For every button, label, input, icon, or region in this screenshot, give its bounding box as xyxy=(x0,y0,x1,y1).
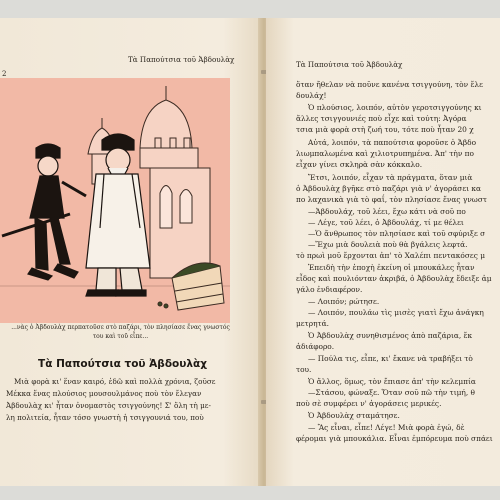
right-body-line: Ὁ Ἀβδουλὰχ σταμάτησε. xyxy=(308,411,400,420)
right-body-line: Ὁ πλούσιος, λοιπόν, αὐτὸν γεροτσιγγούνης κι xyxy=(308,103,482,112)
left-body-line: λη πολιτεία, ἦταν τόσο γνωστὴ ἡ τσιγγουνιά του, ποὺ xyxy=(6,413,204,422)
right-body-line: ὅταν ἤθελαν νὰ ποῦνε κανένα τσιγγούνη, τὸν ἔλε xyxy=(296,80,483,89)
illustration-drawing xyxy=(0,78,230,323)
right-body-line: μετρητά. xyxy=(296,319,329,328)
right-body-line: γάλο ἐνδιαφέρον. xyxy=(296,285,363,294)
right-body-line: — Πούλα τις, εἶπε, κι' ἔκανε νὰ τραβήξει τὸ xyxy=(308,354,473,363)
illustration-caption-line-2: του καὶ τοῦ εἶπε... xyxy=(92,333,149,340)
right-body-line: —Ἔχω μιὰ δουλειὰ ποὺ θὰ βγάλεις λεφτά. xyxy=(308,240,468,249)
illustration-caption-line-1: ...νὰς ὁ Ἀβδουλὰχ περπατοῦσε στὸ παζάρι, τὸν πλησίασε ἕνας γνωστός xyxy=(11,324,230,331)
right-body-line: —Ἀβδουλάχ, τοῦ λέει, ἔχω κάτι νὰ σοῦ πο xyxy=(308,207,466,216)
right-body-line: ὁ Ἀβδουλὰχ βγῆκε στὸ παζάρι γιὰ ν' ἀγοράσει κα xyxy=(296,184,482,193)
right-body-line: δουλάχ! xyxy=(296,91,327,100)
right-body-line: τὸ πρωὶ μοῦ ἔρχονται ἀπ' τὸ Χαλέπι πεντακόσες μ xyxy=(296,251,485,260)
left-body-line: Ἀβδουλὰχ κι' ἦταν ὀνομαστὸς τσιγγούνης! Σ' ὅλη τὴ με- xyxy=(6,401,211,410)
right-body-line: Ἐπειδὴ τὴν ἐποχὴ ἐκείνη οἱ μπουκάλες ἦταν xyxy=(308,263,475,272)
right-body-line: λιωμπαλωμένα καὶ χιλιοτρυπημένα. Ἀπ' τὴν πο xyxy=(296,149,474,158)
right-body-line: Ὁ ἄλλος, ὅμως, τὸν ἔπιασε ἀπ' τὴν κελεμπία xyxy=(308,377,476,386)
right-body-line: Ὁ Ἀβδουλὰχ συνηθισμένος ἀπὸ παζάρια, ἔκ xyxy=(308,331,473,340)
right-body-line: — Ἂς εἶναι, εἶπε! Λέγε! Μιὰ φορὰ ἐγώ, δὲ xyxy=(308,423,465,432)
story-illustration xyxy=(0,78,230,323)
right-page xyxy=(266,18,500,486)
left-page xyxy=(0,18,262,486)
left-body-line: Μέκκα ἕνας πλούσιος μουσουλμάνος ποὺ τὸν ἔλεγαν xyxy=(6,389,202,398)
story-title: Τὰ Παπούτσια τοῦ Ἀβδουλὰχ xyxy=(38,358,207,370)
right-body-line: φέρομαι γιὰ μπουκάλια. Εἶναι ἐμπόρευμα ποὺ σπάει xyxy=(296,434,493,443)
right-body-line: Αὐτά, λοιπόν, τὰ παπούτσια φοροῦσε ὁ Ἀβδο xyxy=(308,138,477,147)
right-body-line: ἀδιάφορο. xyxy=(296,342,335,351)
right-body-line: του. xyxy=(296,365,312,374)
page-number: 2 xyxy=(2,70,7,78)
right-body-line: εἶχαν γίνει σκληρὰ σὰν κόκκαλο. xyxy=(296,160,423,169)
right-running-head: Τὰ Παπούτσια τοῦ Ἀβδουλὰχ xyxy=(296,60,403,69)
right-body-line: — Λοιπόν, πουλάω τὶς μισὲς γιατὶ ἔχω ἀνάγκη xyxy=(308,308,484,317)
left-running-head: Τὰ Παπούτσια τοῦ Ἀβδουλὰχ xyxy=(128,55,235,64)
right-body-line: — Λέγε, τοῦ λέει, ὁ Ἀβδουλάχ, τί με θέλει xyxy=(308,218,464,227)
left-body-line: Μιὰ φορὰ κι' ἕναν καιρό, ἐδῶ καὶ πολλὰ χρόνια, ζοῦσε xyxy=(14,377,216,386)
right-body-line: — Λοιπόν; ρώτησε. xyxy=(308,297,380,306)
right-body-line: —Στάσου, φώναξε. Ὅταν σοῦ πῶ τὴν τιμή, θ xyxy=(308,388,476,397)
right-body-line: εἶδος καὶ πουλιόνταν ἀκριβά, ὁ Ἀβδουλὰχ ἔδειξε ἀμ xyxy=(296,274,492,283)
right-body-line: —Ὁ ἄνθρωπος τὸν πλησίασε καὶ τοῦ σφύριξε σ xyxy=(308,229,486,238)
right-body-line: τσια μιὰ φορὰ στὴ ζωή του, τότε ποὺ ἦταν 20 χ xyxy=(296,125,474,134)
right-body-line: ποὺ σὲ συμφέρει ν' ἀγοράσεις μερικές. xyxy=(296,399,442,408)
right-body-line: Ἔτσι, λοιπόν, εἶχαν τὰ πράγματα, ὅταν μιὰ xyxy=(308,173,473,182)
right-body-line: πο λαχανικὰ γιὰ τὸ φαΐ, τὸν πλησίασε ἕνας γνωστ xyxy=(296,195,487,204)
right-body-line: ἄλλες τσιγγουνιές ποὺ εἶχε καὶ τούτη: Ἀγόρα xyxy=(296,114,467,123)
